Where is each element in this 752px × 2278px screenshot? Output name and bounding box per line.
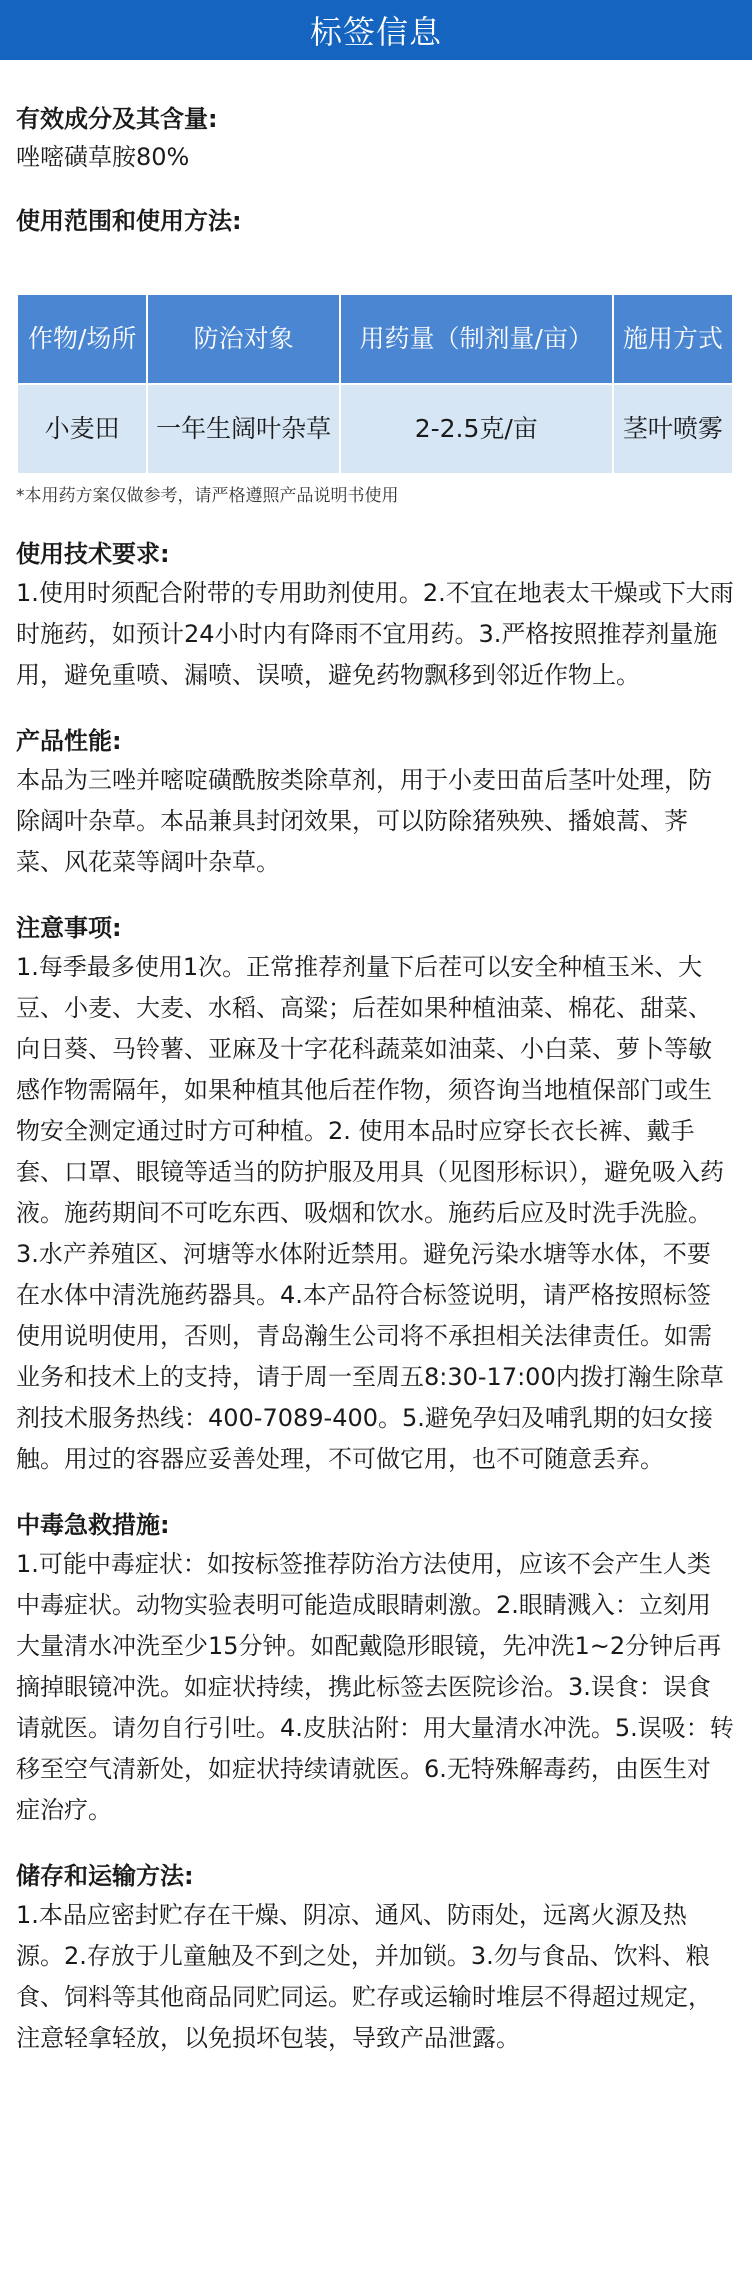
header-target: 防治对象 (148, 295, 339, 383)
technical-title: 使用技术要求: (16, 540, 170, 568)
first-aid-text: 1.可能中毒症状：如按标签推荐防治方法使用，应该不会产生人类中毒症状。动物实验表明可能造成眼睛刺激。2.眼睛溅入：立刻用大量清水冲洗至少15分钟。如配戴隐形眼镜，先冲洗1~2分钟后再摘掉眼镜冲洗。如症状持续，携此标签去医院诊治。3.误食：误食请就医。请勿自行引吐。4.皮肤沾附：用大量清水冲洗。5.误吸：转移至空气清新处，如症状持续请就医。6.无特殊解毒药，由医生对症治疗。 (16, 1550, 734, 1824)
dosage-table-container (16, 288, 734, 475)
ingredients-text: 唑嘧磺草胺80% (16, 143, 190, 171)
storage-section (16, 1857, 734, 2059)
storage-text: 1.本品应密封贮存在干燥、阴凉、通风、防雨处，远离火源及热源。2.存放于儿童触及不到之处，并加锁。3.勿与食品、饮料、粮食、饲料等其他商品同贮同运。贮存或运输时堆层不得超过规定，注意轻拿轻放，以免损坏包装，导致产品泄露。 (16, 1901, 712, 2052)
performance-title: 产品性能: (16, 727, 122, 755)
cell-target: 一年生阔叶杂草 (148, 385, 339, 473)
header-dosage: 用药量（制剂量/亩） (341, 295, 612, 383)
label-content (0, 60, 752, 2115)
cell-crop: 小麦田 (18, 385, 146, 473)
first-aid-title: 中毒急救措施: (16, 1511, 170, 1539)
header-method: 施用方式 (614, 295, 732, 383)
performance-section (16, 722, 734, 883)
performance-text: 本品为三唑并嘧啶磺酰胺类除草剂，用于小麦田苗后茎叶处理，防除阔叶杂草。本品兼具封闭效果，可以防除猪殃殃、播娘蒿、荠菜、风花菜等阔叶杂草。 (16, 766, 712, 876)
scope-title: 使用范围和使用方法: (16, 207, 242, 235)
table-header-row (18, 295, 732, 383)
dosage-table (16, 293, 734, 475)
technical-text: 1.使用时须配合附带的专用助剂使用。2.不宜在地表太干燥或下大雨时施药，如预计24小时内有降雨不宜用药。3.严格按照推荐剂量施用，避免重喷、漏喷、误喷，避免药物飘移到邻近作物上。 (16, 579, 734, 689)
ingredients-title: 有效成分及其含量: (16, 105, 218, 133)
cell-dosage: 2-2.5克/亩 (341, 385, 612, 473)
technical-section (16, 535, 734, 696)
scope-section (16, 202, 734, 288)
storage-title: 储存和运输方法: (16, 1862, 194, 1890)
precautions-title: 注意事项: (16, 914, 122, 942)
table-note: *本用药方案仅做参考，请严格遵照产品说明书使用 (16, 486, 399, 506)
precautions-section (16, 909, 734, 1480)
page-header (0, 0, 752, 60)
page-title: 标签信息 (309, 13, 442, 51)
ingredients-section (16, 100, 734, 176)
cell-method: 茎叶喷雾 (614, 385, 732, 473)
first-aid-section (16, 1506, 734, 1831)
table-row (18, 385, 732, 473)
header-crop: 作物/场所 (18, 295, 146, 383)
precautions-text: 1.每季最多使用1次。正常推荐剂量下后茬可以安全种植玉米、大豆、小麦、大麦、水稻、高粱；后茬如果种植油菜、棉花、甜菜、向日葵、马铃薯、亚麻及十字花科蔬菜如油菜、小白菜、萝卜等敏感作物需隔年，如果种植其他后茬作物，须咨询当地植保部门或生物安全测定通过时方可种植。2. 使用本品时应穿长衣长裤、戴手套、口罩、眼镜等适当的防护服及用具（见图形标识），避免吸入药液。施药期间不可吃东西、吸烟和饮水。施药后应及时洗手洗脸。3.水产养殖区、河塘等水体附近禁用。避免污染水塘等水体，不要在水体中清洗施药器具。4.本产品符合标签说明，请严格按照标签使用说明使用，否则，青岛瀚生公司将不承担相关法律责任。如需业务和技术上的支持，请于周一至周五8:30-17:00内拨打瀚生除草剂技术服务热线：400-7089-400。5.避免孕妇及哺乳期的妇女接触。用过的容器应妥善处理，不可做它用，也不可随意丢弃。 (16, 953, 724, 1473)
